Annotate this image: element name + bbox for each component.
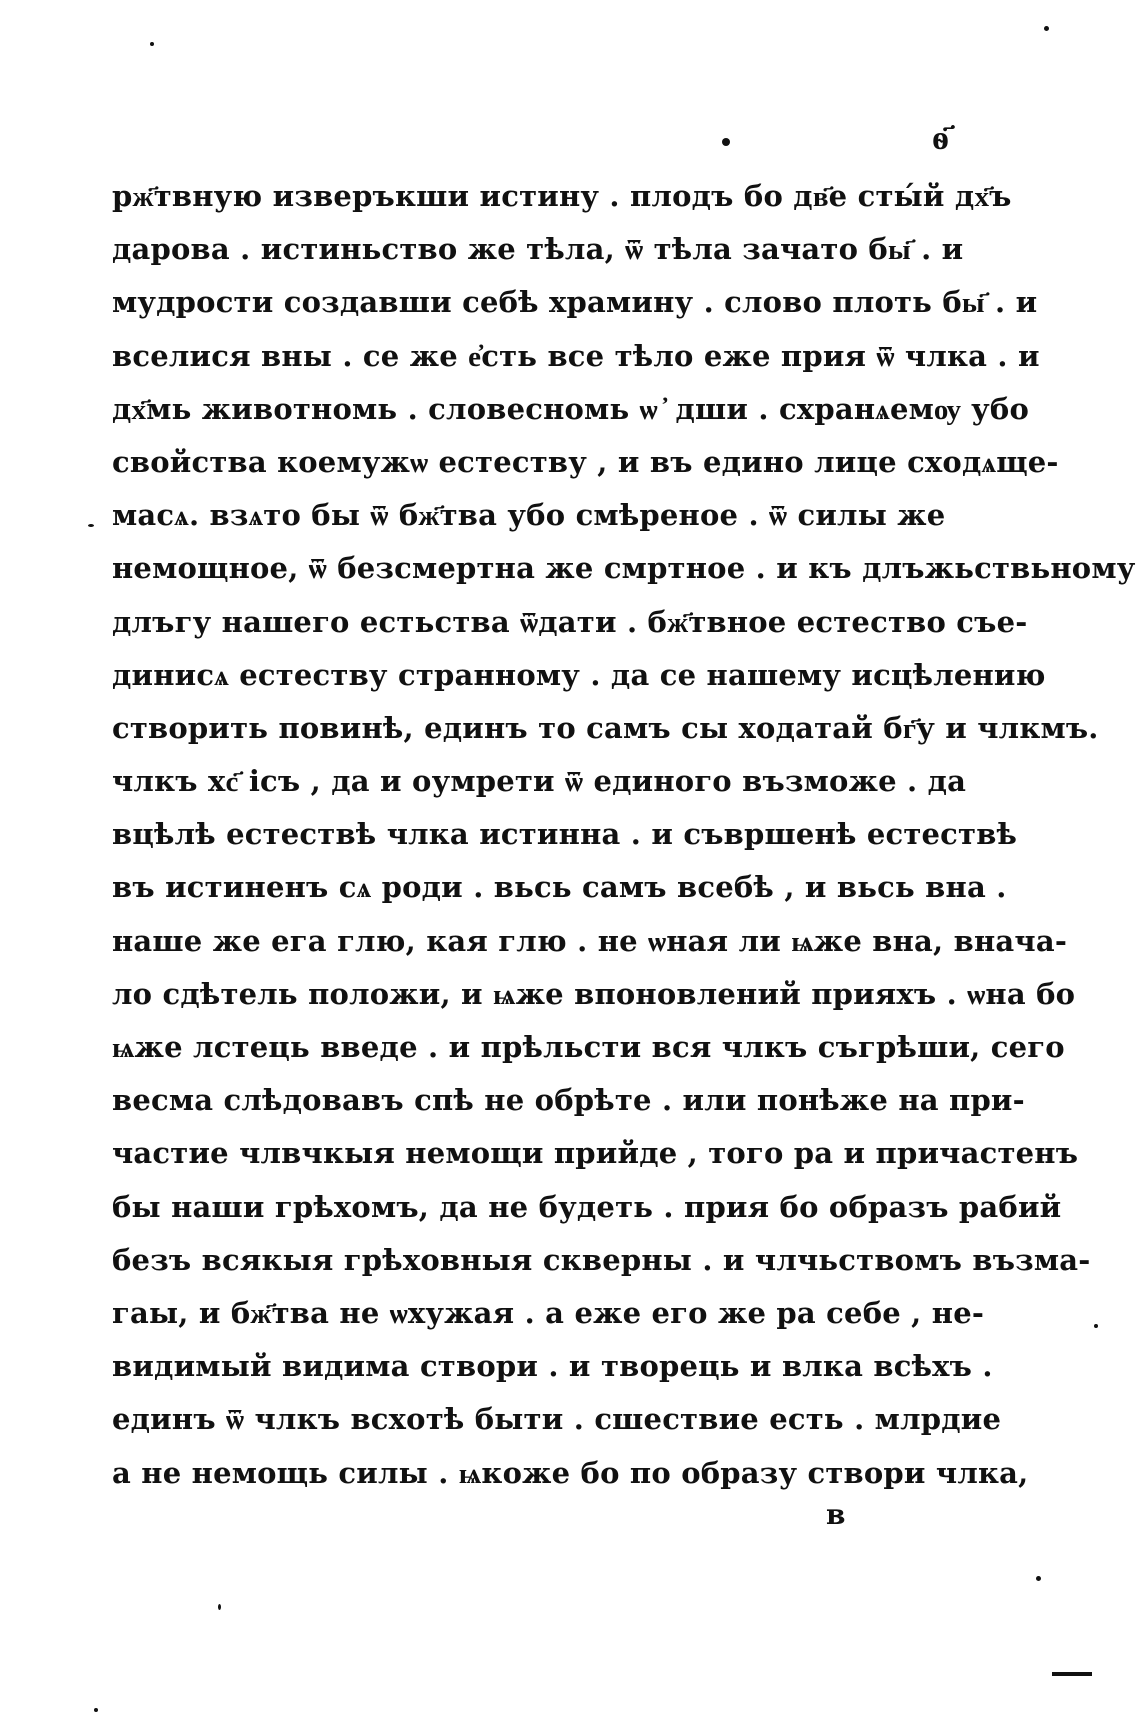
text-line: видимый видима створи . и творець и влка всѣхъ .	[112, 1349, 993, 1384]
folio-number: ѳ҃	[932, 118, 949, 158]
text-line: масѧ. взѧто бы ѿ бж҃тва убо смѣреное . ѿ силы же	[112, 498, 946, 533]
text-line: рж҃твную изверъкши истину . плодъ бо дв҃е сты́й дх҃ъ	[112, 179, 1012, 213]
text-line: свойства коемужѡ естеству , и въ едино лице сходѧще-	[112, 444, 1059, 479]
text-line: длъгу нашего естьства ѿдати . бж҃твное естество съе-	[112, 604, 1028, 639]
scan-speck	[1036, 1576, 1041, 1581]
text-line: дарова . истиньство же тѣла, ѿ тѣла зачато бы҃ . и	[112, 232, 964, 267]
text-line: ѩже лстець введе . и прѣльсти вся члкъ съгрѣши, сего	[112, 1030, 1065, 1064]
text-line: а не немощь силы . ѩкоже бо по образу створи члка,	[112, 1455, 1029, 1490]
scan-speck	[150, 42, 154, 46]
text-line: створить повинѣ, единъ то самъ сы ходатай бг҃у и члкмъ.	[112, 710, 1099, 745]
scan-speck	[1044, 26, 1049, 31]
text-line: въ истиненъ сѧ роди . вьсь самъ всебѣ , и вьсь вна .	[112, 870, 1007, 905]
text-line: наше же ега глю, кая глю . не ѡная ли ѩже вна, внача-	[112, 923, 1068, 958]
text-line: весма слѣдовавъ спѣ не обрѣте . или понѣже на при-	[112, 1083, 1025, 1118]
scan-margin-mark	[1052, 1672, 1092, 1676]
text-line: частие члвчкыя немощи прийде , того ра и причастенъ	[112, 1136, 1079, 1171]
text-line: вселися вны . се же е҆сть все тѣло еже прия ѿ члка . и	[112, 338, 1040, 373]
text-line: безъ всякыя грѣховныя скверны . и члчьствомъ възма-	[112, 1242, 1091, 1277]
scan-speck	[218, 1604, 221, 1610]
text-line: мудрости создавши себѣ храмину . слово плоть бы҃ . и	[112, 285, 1038, 320]
text-line: бы наши грѣхомъ, да не будеть . прия бо образъ рабий	[112, 1189, 1062, 1224]
scan-speck	[722, 138, 730, 146]
text-block	[112, 170, 1136, 1500]
signature-mark: в	[826, 1498, 846, 1531]
text-line: члкъ хс҃ ісъ , да и оумрети ѿ единого възможе . да	[112, 764, 967, 799]
text-line: гаы, и бж҃тва не ѡхужая . а еже его же ра себе , не-	[112, 1295, 985, 1330]
text-line: дх҃мь животномь . словесномь ѡ ҆ дши . схранѧемѹ убо	[112, 391, 1030, 426]
text-line: немощное, ѿ безсмертна же смртное . и къ длъжьствьному	[112, 551, 1136, 586]
scan-speck	[1094, 1324, 1098, 1328]
text-line: ло сдѣтель положи, и ѩже впоновлений прияхъ . ѡна бо	[112, 976, 1076, 1011]
text-line: вцѣлѣ естествѣ члка истинна . и съвршенѣ естествѣ	[112, 817, 1018, 852]
scan-speck	[88, 524, 94, 527]
text-line: единъ ѿ члкъ всхотѣ быти . сшествие есть . млрдие	[112, 1402, 1002, 1437]
scan-speck	[94, 1708, 98, 1712]
text-line: динисѧ естеству странному . да се нашему исцѣлению	[112, 657, 1046, 692]
